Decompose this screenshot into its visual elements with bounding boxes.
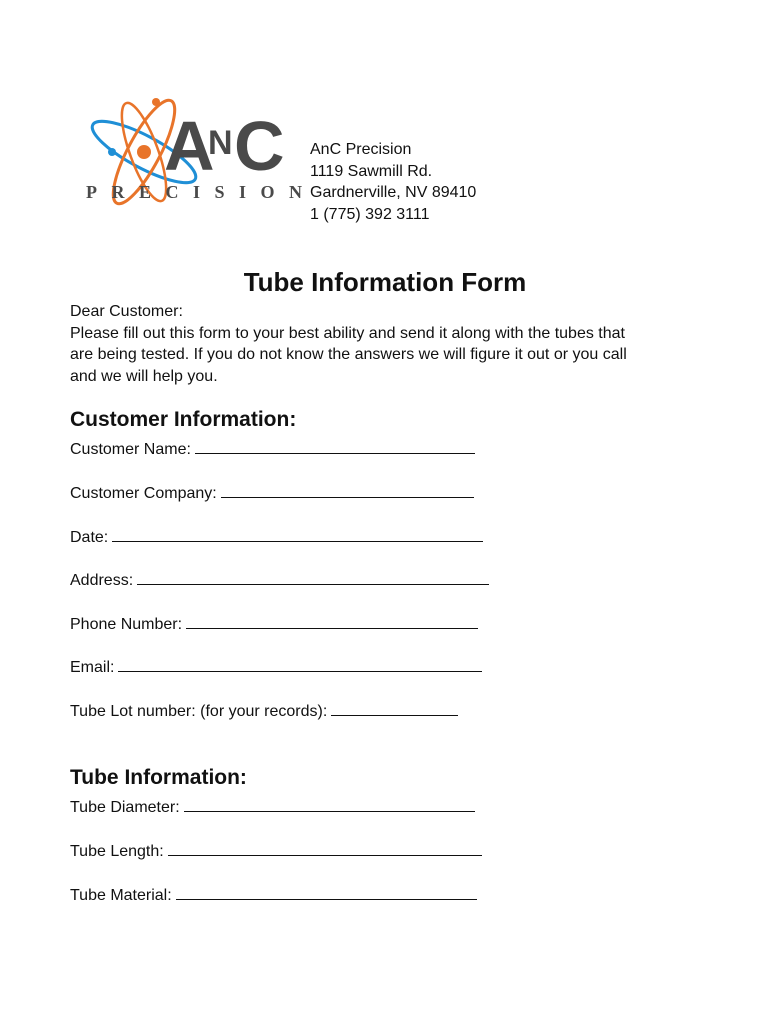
field-label: Customer Company: bbox=[70, 485, 217, 502]
field-label: Tube Length: bbox=[70, 843, 164, 860]
field-label: Address: bbox=[70, 572, 134, 589]
tube-length-field bbox=[70, 842, 482, 861]
address-blank[interactable] bbox=[137, 571, 489, 585]
company-logo bbox=[82, 94, 304, 206]
company-city: Gardnerville, NV 89410 bbox=[310, 184, 477, 201]
atom-logo-icon bbox=[82, 94, 304, 206]
email-blank[interactable] bbox=[118, 658, 482, 672]
customer-company-field bbox=[70, 484, 474, 503]
tube-section-heading: Tube Information: bbox=[70, 766, 247, 789]
intro-line-1: Please fill out this form to your best ability and send it along with the tubes that bbox=[70, 324, 625, 342]
customer-name-field bbox=[70, 440, 475, 459]
logo-wordmark-n: N bbox=[208, 124, 233, 162]
address-field bbox=[70, 571, 489, 590]
tube-lot-number-blank[interactable] bbox=[331, 702, 458, 716]
intro-line-3: and we will help you. bbox=[70, 367, 218, 385]
tube-diameter-field bbox=[70, 798, 475, 817]
intro-line-2: are being tested. If you do not know the answers we will figure it out or you call bbox=[70, 346, 627, 363]
logo-wordmark-a: A bbox=[164, 107, 215, 185]
field-label: Customer Name: bbox=[70, 441, 191, 458]
field-label: Date: bbox=[70, 529, 109, 546]
field-label: Email: bbox=[70, 659, 115, 676]
page-title: Tube Information Form bbox=[243, 267, 527, 297]
phone-number-field bbox=[70, 615, 478, 634]
date-blank[interactable] bbox=[112, 528, 483, 542]
customer-section-heading: Customer Information: bbox=[70, 408, 297, 431]
company-info bbox=[310, 139, 476, 225]
logo-wordmark-c: C bbox=[234, 107, 285, 185]
tube-lot-number-field bbox=[70, 702, 458, 721]
tube-material-field bbox=[70, 886, 477, 905]
field-label: Tube Lot number: (for your records): bbox=[70, 703, 328, 720]
email-field bbox=[70, 658, 482, 677]
phone-number-blank[interactable] bbox=[186, 615, 478, 629]
customer-name-blank[interactable] bbox=[195, 440, 475, 454]
company-phone: 1 (775) 392 3111 bbox=[310, 205, 430, 223]
field-label: Tube Material: bbox=[70, 887, 172, 904]
company-name: AnC Precision bbox=[310, 141, 412, 158]
logo-subtitle: PRECISION bbox=[86, 182, 304, 202]
tube-material-blank[interactable] bbox=[176, 886, 477, 900]
tube-diameter-blank[interactable] bbox=[184, 798, 475, 812]
company-street: 1119 Sawmill Rd. bbox=[310, 162, 433, 180]
field-label: Phone Number: bbox=[70, 616, 183, 633]
field-label: Tube Diameter: bbox=[70, 799, 180, 816]
greeting: Dear Customer: bbox=[70, 303, 183, 320]
tube-length-blank[interactable] bbox=[168, 842, 482, 856]
intro-text bbox=[70, 301, 710, 387]
date-field bbox=[70, 528, 483, 547]
customer-company-blank[interactable] bbox=[221, 484, 474, 498]
